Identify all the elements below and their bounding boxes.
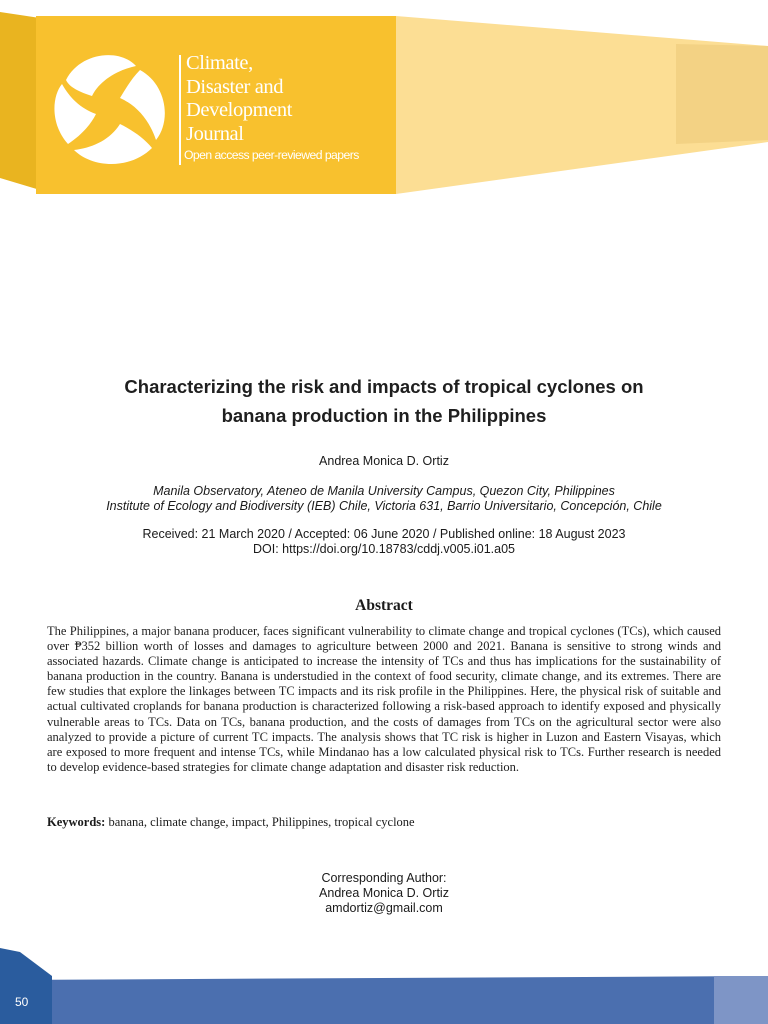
- corresponding-author: [0, 871, 768, 916]
- affiliation-line: Manila Observatory, Ateneo de Manila University Campus, Quezon City, Philippines: [153, 484, 615, 498]
- corresponding-name: Andrea Monica D. Ortiz: [319, 886, 449, 900]
- banner-dark-left-stripe: [0, 12, 40, 190]
- journal-title-block: [179, 52, 399, 162]
- publication-dates: Received: 21 March 2020 / Accepted: 06 June 2020 / Published online: 18 August 2023: [142, 527, 626, 541]
- keywords: [47, 815, 721, 830]
- affiliation-line: Institute of Ecology and Biodiversity (IEB) Chile, Victoria 631, Barrio Universitario, Concepción, Chile: [106, 499, 662, 513]
- doi-link[interactable]: DOI: https://doi.org/10.18783/cddj.v005.i01.a05: [253, 542, 515, 556]
- banner-lighter-right-tab: [676, 44, 768, 144]
- abstract-text: The Philippines, a major banana producer, faces significant vulnerability to climate change and tropical cyclones (TCs), which caused over ₱352 billion worth of losses and damages to agriculture between 2000 and 2021. Banana is sensitive to strong winds and associated hazards. Climate change is anticipated to increase the intensity of TCs and thus has implications for the sustainability of banana production in the country. Banana is understudied in the context of food security, climate change, and its extremes. There are few studies that explore the linkages between TC impacts and its risk profile in the Philippines. Here, the physical risk of suitable and actual cultivated croplands for banana production is characterized following a risk-based approach to identify exposed and physically vulnerable areas to TCs. Data on TCs, banana production, and the costs of damages from TCs on the agricultural sector were also analyzed to provide a picture of current TC impacts. The analysis shows that TC risk is higher in Luzon and Eastern Visayas, which are exposed to more frequent and intense TCs, while Mindanao has a low calculated physical risk to TCs. Further research is needed to develop evidence-based strategies for climate change adaptation and disaster risk reduction.: [47, 624, 721, 774]
- journal-tagline: Open access peer-reviewed papers: [184, 148, 359, 162]
- article-title-line: Characterizing the risk and impacts of tropical cyclones on: [124, 376, 644, 397]
- article-title: [60, 372, 708, 430]
- publication-info: [0, 527, 768, 557]
- author-affiliations: [0, 484, 768, 514]
- page-number: 50: [15, 995, 29, 1009]
- abstract-heading: Abstract: [355, 597, 413, 614]
- corresponding-label: Corresponding Author:: [321, 871, 447, 885]
- journal-title-line: Climate,: [186, 52, 253, 74]
- article-title-line: banana production in the Philippines: [221, 405, 547, 426]
- keywords-label: Keywords:: [47, 815, 106, 829]
- keywords-values: banana, climate change, impact, Philippines, tropical cyclone: [108, 815, 415, 829]
- footer-blue-band: [0, 976, 768, 1024]
- journal-title-line: Journal: [186, 122, 244, 145]
- footer-light-tab: [714, 976, 768, 1024]
- page-footer: [0, 940, 768, 1024]
- author-name: Andrea Monica D. Ortiz: [319, 454, 449, 468]
- footer-dark-corner: [0, 948, 52, 1024]
- journal-title-line: Development: [186, 99, 293, 121]
- journal-title-line: Disaster and: [186, 75, 284, 98]
- corresponding-email[interactable]: amdortiz@gmail.com: [325, 901, 443, 915]
